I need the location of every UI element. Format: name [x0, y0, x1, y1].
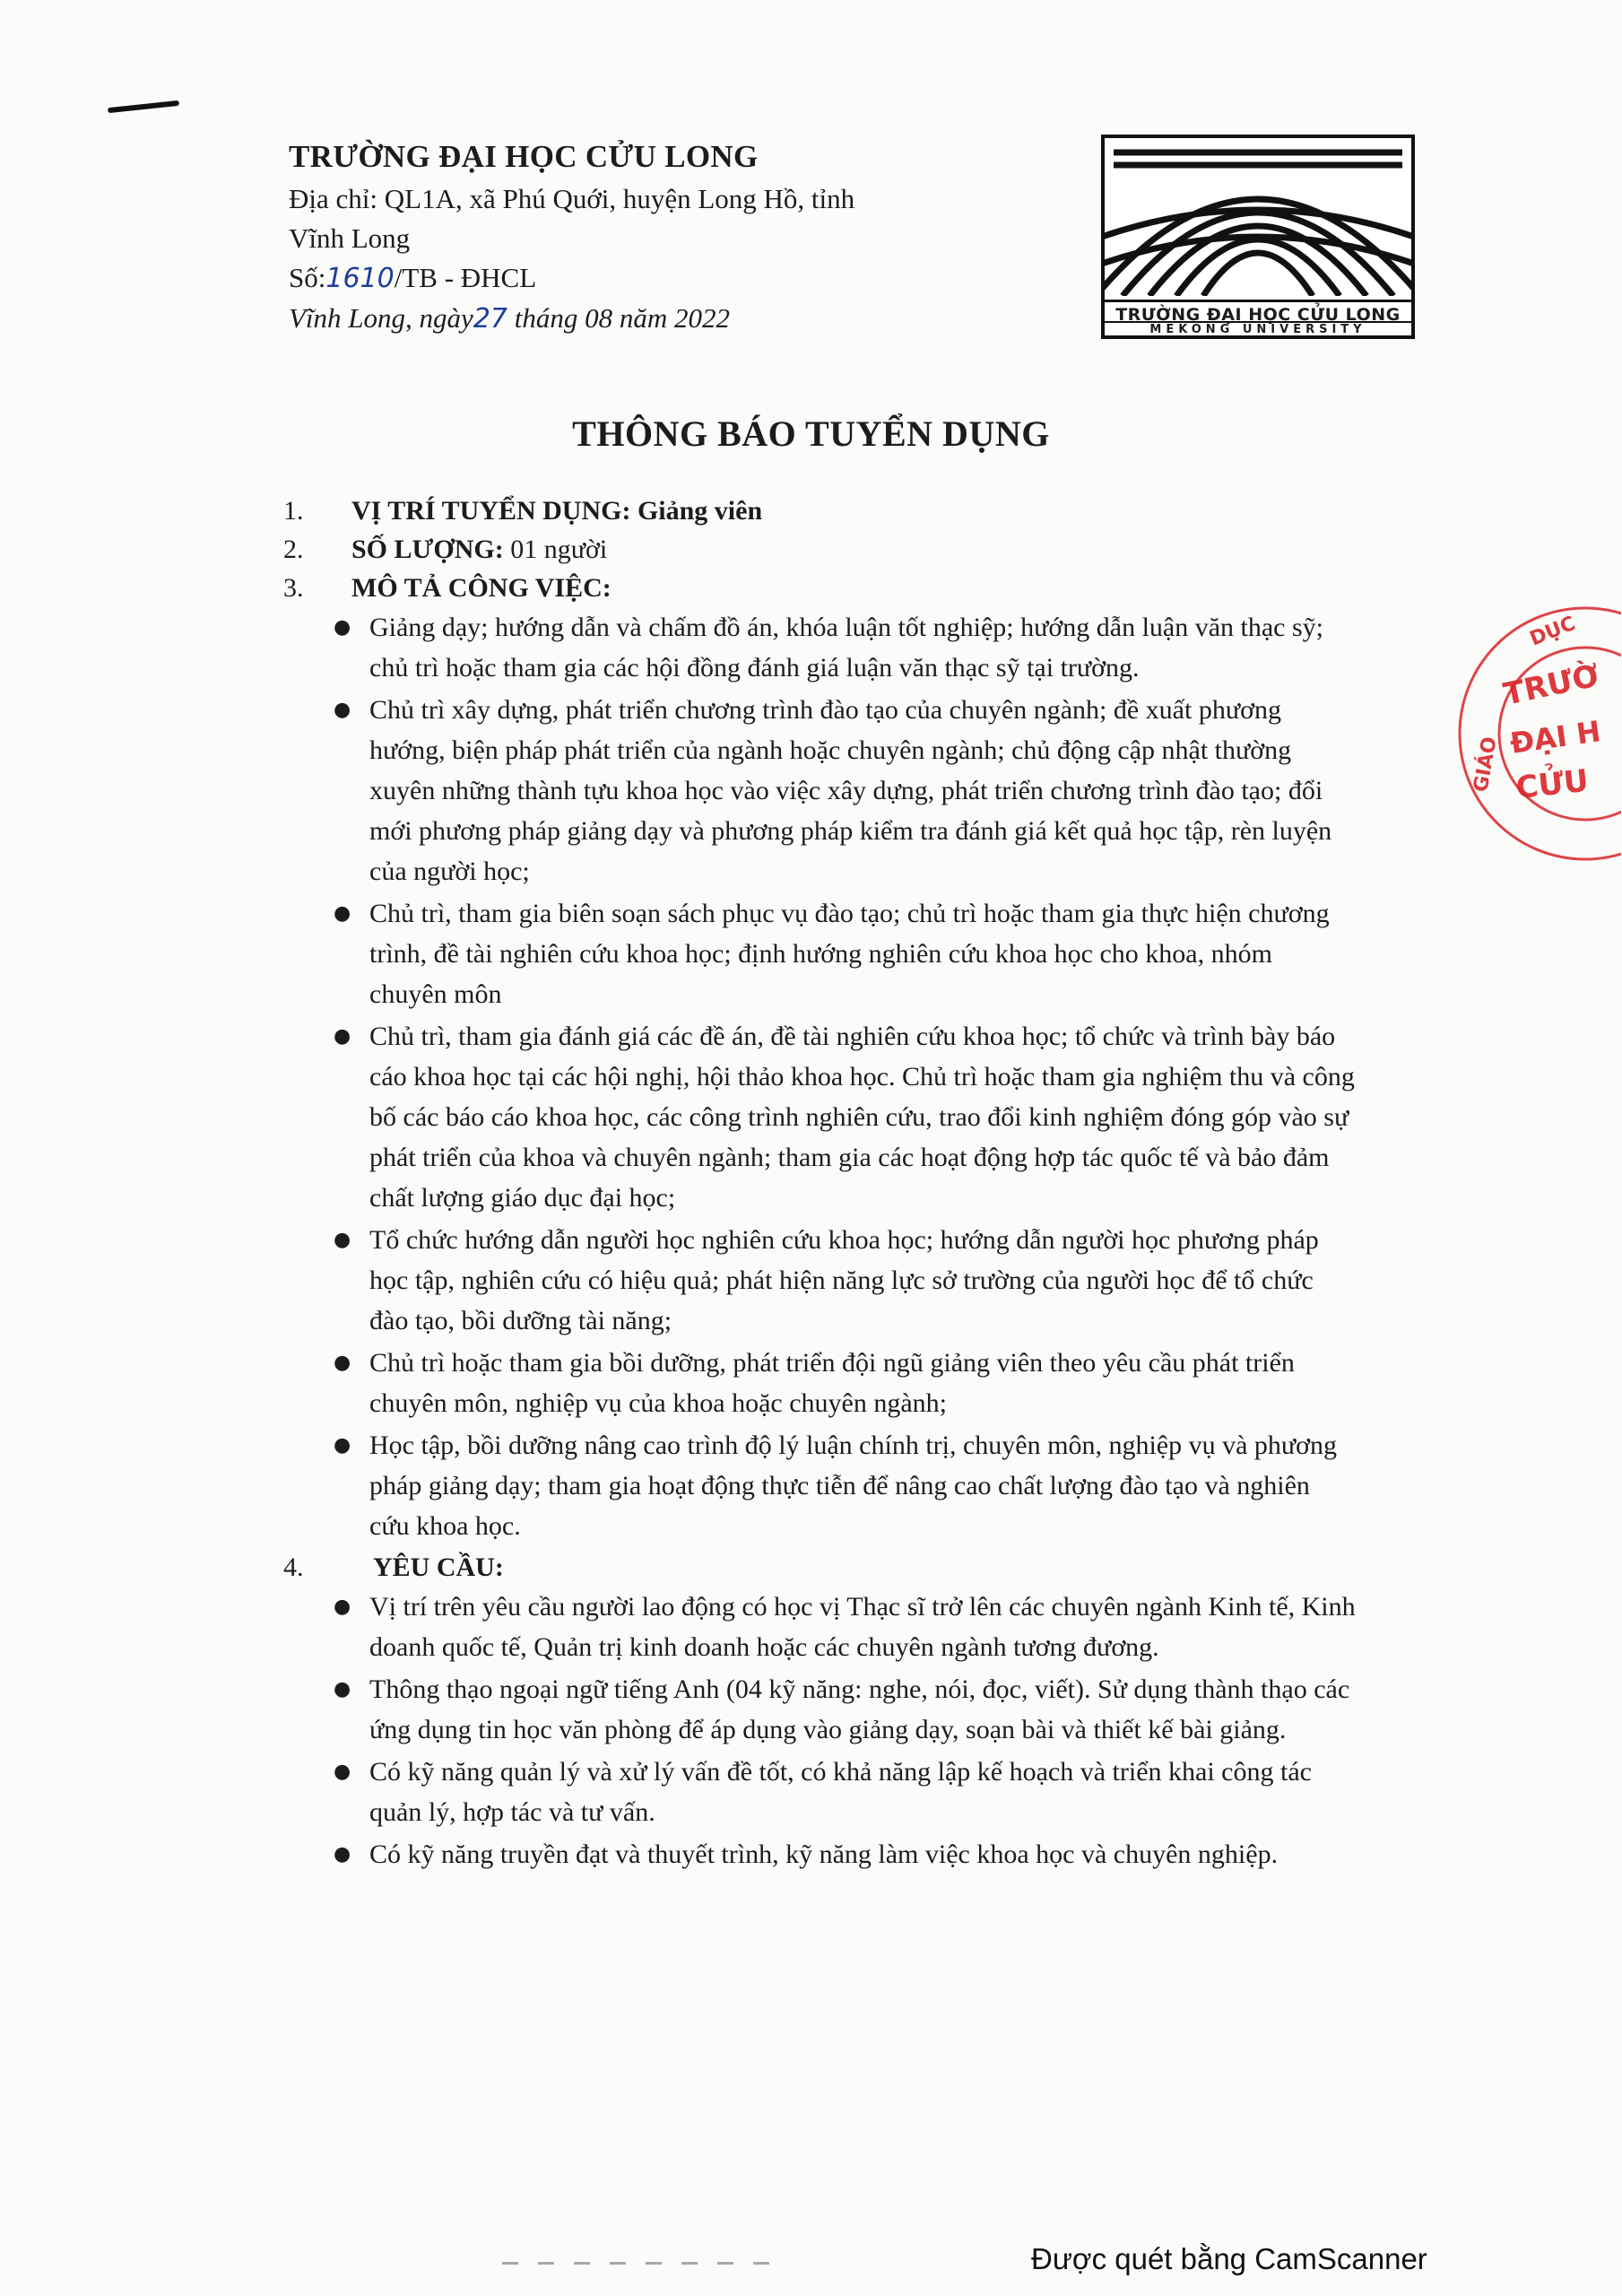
pen-stroke-mark [108, 100, 179, 113]
list-item: ● Chủ trì, tham gia biên soạn sách phục vụ đào tạo; chủ trì hoặc tham gia thực hiện chương trình, đề tài nghiên cứu khoa học; định hướng nghiên cứu khoa học cho khoa, nhóm chuyên môn [334, 899, 1330, 1009]
list-item: ● Có kỹ năng quản lý và xử lý vấn đề tốt, có khả năng lập kế hoạch và triển khai công tác quản lý, hợp tác và tư vấn. [334, 1757, 1312, 1827]
section-label: SỐ LƯỢNG: [351, 535, 504, 564]
quantity-value: 01 người [503, 535, 608, 564]
number-suffix: /TB - ĐHCL [394, 262, 537, 293]
list-item: ● Giảng dạy; hướng dẫn và chấm đồ án, khóa luận tốt nghiệp; hướng dẫn luận văn thạc sỹ; chủ trì hoặc tham gia các hội đồng đánh giá luận văn thạc sỹ tại trường. [334, 613, 1324, 683]
bullet-icon: ● [334, 1678, 351, 1700]
section-quantity [283, 530, 1359, 569]
bullet-icon: ● [334, 1761, 351, 1783]
section-label: YÊU CẦU: [373, 1552, 504, 1582]
bullet-icon: ● [334, 699, 351, 721]
bullet-icon: ● [334, 1229, 351, 1251]
stamp-text: CỬU [1514, 762, 1591, 806]
logo-text-english: MEKONG UNIVERSITY [1105, 321, 1411, 336]
school-name: TRƯỜNG ĐẠI HỌC CỬU LONG [289, 139, 759, 174]
position-value: Giảng viên [630, 496, 763, 526]
list-item: ● Chủ trì xây dựng, phát triển chương trình đào tạo của chuyên ngành; đề xuất phương hướng, biện pháp phát triển của ngành hoặc chuyên ngành; chủ động cập nhật thường xuyên những thành tựu khoa học vào việc xây dựng, phát triển chương trình đào tạo; đổi mới phương pháp giảng dạy và phương pháp kiểm tra đánh giá kết quả học tập, rèn luyện của người học; [334, 695, 1332, 886]
seal-graphic [1451, 599, 1621, 868]
date-prefix: Vĩnh Long, ngày [289, 302, 473, 334]
requirements-list [283, 1587, 1359, 1874]
description-list [283, 607, 1359, 1546]
logo-text-vietnamese: TRƯỜNG ĐẠI HỌC CỬU LONG [1105, 300, 1411, 325]
section-number: 4. [283, 1552, 304, 1582]
section-label: MÔ TẢ CÔNG VIỆC: [351, 573, 612, 603]
bullet-icon: ● [334, 1025, 351, 1048]
scan-artifact [502, 2262, 789, 2265]
red-seal-stamp [1451, 599, 1621, 868]
handwritten-day: 27 [473, 303, 507, 335]
section-description [283, 569, 1359, 607]
handwritten-number: 1610 [325, 263, 395, 294]
letterhead [289, 135, 970, 339]
section-position [283, 491, 1359, 530]
section-label: VỊ TRÍ TUYỂN DỤNG: [351, 496, 631, 526]
stamp-text: ĐẠI H [1507, 714, 1603, 761]
bullet-icon: ● [334, 1434, 351, 1457]
document-number [289, 258, 970, 299]
logo-arches-graphic [1105, 138, 1411, 296]
section-number: 3. [283, 573, 304, 603]
section-requirements [283, 1548, 1359, 1587]
address-line-1: Địa chỉ: QL1A, xã Phú Quới, huyện Long Hồ, tỉnh [289, 183, 855, 214]
list-item: ● Tổ chức hướng dẫn người học nghiên cứu khoa học; hướng dẫn người học phương pháp học tập, nghiên cứu có hiệu quả; phát hiện năng lực sở trường của người học để tổ chức đào tạo, bồi dưỡng tài năng; [334, 1225, 1319, 1335]
bullet-icon: ● [334, 616, 351, 639]
list-item: ● Thông thạo ngoại ngữ tiếng Anh (04 kỹ năng: nghe, nói, đọc, viết). Sử dụng thành thạo các ứng dụng tin học văn phòng để áp dụng vào giảng dạy, soạn bài và thiết kế bài giảng. [334, 1674, 1350, 1744]
list-item: ● Học tập, bồi dưỡng nâng cao trình độ lý luận chính trị, chuyên môn, nghiệp vụ và phương pháp giảng dạy; tham gia hoạt động thực tiễn để nâng cao chất lượng đào tạo và nghiên cứu khoa học. [334, 1431, 1338, 1541]
list-item: ● Vị trí trên yêu cầu người lao động có học vị Thạc sĩ trở lên các chuyên ngành Kinh tế, Kinh doanh quốc tế, Quản trị kinh doanh hoặc các chuyên ngành tương đương. [334, 1592, 1356, 1662]
section-number: 2. [283, 535, 304, 564]
bullet-icon: ● [334, 1352, 351, 1374]
camscanner-watermark: Được quét bằng CamScanner [1031, 2242, 1427, 2275]
stamp-text: GIÁO [1470, 735, 1502, 795]
stamp-text: DỤC [1526, 612, 1579, 651]
list-item: ● Chủ trì, tham gia đánh giá các đề án, đề tài nghiên cứu khoa học; tổ chức và trình bày báo cáo khoa học tại các hội nghị, hội thảo khoa học. Chủ trì hoặc tham gia nghiệm thu và công bố các báo cáo khoa học, các công trình nghiên cứu, trao đổi kinh nghiệm đóng góp vào sự phát triển của khoa và chuyên ngành; tham gia các hoạt động hợp tác quốc tế và bảo đảm chất lượng giáo dục đại học; [334, 1022, 1355, 1213]
document-body [283, 491, 1359, 1876]
document-date [289, 299, 970, 339]
university-logo [1101, 135, 1415, 339]
document-title: THÔNG BÁO TUYỂN DỤNG [572, 413, 1050, 454]
number-prefix: Số: [289, 262, 326, 293]
section-number: 1. [283, 496, 304, 526]
bullet-icon: ● [334, 1843, 351, 1866]
address-line-2: Vĩnh Long [289, 222, 411, 254]
bullet-icon: ● [334, 1596, 351, 1618]
stamp-text: TRƯỜ [1500, 657, 1603, 713]
list-item: ● Có kỹ năng truyền đạt và thuyết trình, kỹ năng làm việc khoa học và chuyên nghiệp. [334, 1839, 1279, 1869]
list-item: ● Chủ trì hoặc tham gia bồi dưỡng, phát triển đội ngũ giảng viên theo yêu cầu phát triển chuyên môn, nghiệp vụ của khoa hoặc chuyên ngành; [334, 1348, 1295, 1418]
date-suffix: tháng 08 năm 2022 [507, 302, 730, 334]
bullet-icon: ● [334, 902, 351, 925]
